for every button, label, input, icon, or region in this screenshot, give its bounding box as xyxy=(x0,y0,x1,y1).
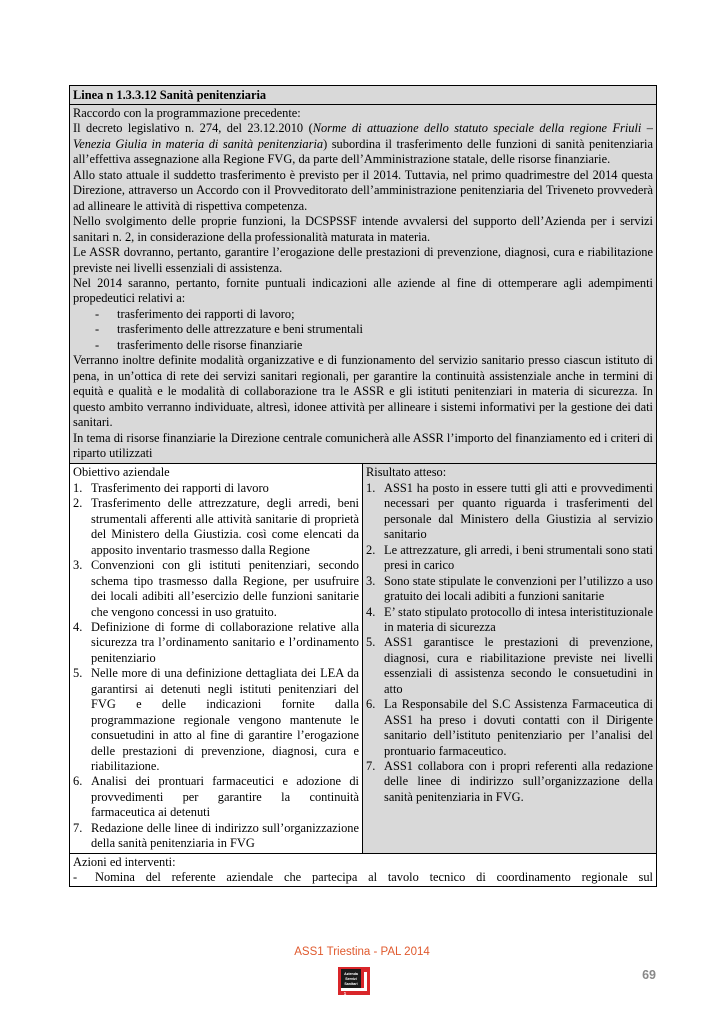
svg-text:1: 1 xyxy=(343,991,347,996)
objectives-results-row xyxy=(70,464,656,853)
intro-paragraph-assr: Le ASSR dovranno, pertanto, garantire l’erogazione delle prestazioni di prevenzione, diagnosi, cura e riabilitazione previste nei livelli essenziali di assistenza. xyxy=(73,245,653,275)
list-item: - trasferimento dei rapporti di lavoro; xyxy=(95,306,295,321)
intro-cell xyxy=(70,105,656,464)
intro-paragraph-support: Nello svolgimento delle proprie funzioni, la DCSPSSF intende avvalersi del supporto dell’Azienda per i servizi sanitari n. 2, in considerazione della professionalità maturata in materia. xyxy=(73,214,653,244)
intro-list xyxy=(73,307,653,353)
results-cell xyxy=(363,464,656,852)
list-item: 2. Le attrezzature, gli arredi, i beni strumentali sono stati presi in carico xyxy=(366,542,653,573)
decree-title-italic: Norme di attuazione dello statuto speciale della regione Friuli – Venezia Giulia in materia di sanità penitenziaria xyxy=(73,121,653,151)
list-item: 4. E’ stato stipulato protocollo di intesa interistituzionale in materia di sicurezza xyxy=(366,604,653,634)
results-list xyxy=(366,481,653,806)
list-item: 5. ASS1 garantisce le prestazioni di prevenzione, diagnosi, cura e riabilitazione previste nei livelli essenziali di assistenza secondo le consuetudini in atto xyxy=(366,635,653,696)
intro-label: Raccordo con la programmazione precedente: xyxy=(73,106,301,120)
list-item: 6. La Responsabile del S.C Assistenza Farmaceutica di ASS1 ha preso i dovuti contatti con il Dirigente sanitario dell’istituto penitenziario per l’analisi del prontuario farmaceutico. xyxy=(366,697,653,758)
intro-paragraph-decree xyxy=(73,121,653,167)
svg-text:Azienda: Azienda xyxy=(344,972,358,976)
decree-text-b: ) subordina il trasferimento delle funzioni di sanità penitenziaria all’effettiva assegnazione alla Regione FVG, da parte dell’Amministrazione statale, delle risorse finanziarie. xyxy=(73,136,654,167)
svg-text:Sanitari: Sanitari xyxy=(344,982,358,986)
list-item: 5. Nelle more di una definizione dettagliata dei LEA da garantirsi ai detenuti negli istituti penitenziari del FVG e delle indicazioni fornite dalla programmazione regionale vengono mantenute le consuetudini in atto al fine di garantire l’erogazione delle prestazioni di prevenzione, diagnosi, cura e riabilitazione. xyxy=(73,666,359,774)
actions-heading: Azioni ed interventi: xyxy=(73,854,176,869)
actions-cell xyxy=(70,854,656,886)
list-item: 3. Convenzioni con gli istituti penitenziari, secondo schema tipo trasmesso dalla Regione, per usufruire dei locali adibiti all’esercizio delle funzioni sanitarie che vengono concessi in uso gratuito. xyxy=(73,558,359,619)
page-number: 69 xyxy=(642,968,656,982)
list-item: 7. ASS1 collabora con i propri referenti alla redazione delle linee di indirizzo sull’organizzazione della sanità penitenziaria in FVG. xyxy=(366,759,653,804)
svg-text:Servizi: Servizi xyxy=(345,977,357,981)
list-item: - trasferimento delle risorse finanziarie xyxy=(95,337,303,352)
objectives-heading: Obiettivo aziendale xyxy=(73,465,170,480)
footer-title: ASS1 Triestina - PAL 2014 xyxy=(294,946,430,958)
decree-text-a: Il decreto legislativo n. 274, del 23.12.2010 ( xyxy=(73,121,313,136)
list-item: - trasferimento delle attrezzature e beni strumentali xyxy=(95,322,363,337)
list-item: 3. Sono state stipulate le convenzioni per l’utilizzo a uso gratuito dei locali adibiti a funzioni sanitarie xyxy=(366,573,653,604)
list-item: 7. Redazione delle linee di indirizzo sull’organizzazione della sanità penitenziaria in FVG xyxy=(73,820,359,851)
list-item: 1. ASS1 ha posto in essere tutti gli atti e provvedimenti necessari per quanto riguarda i trasferimenti del personale dal Ministero della Giustizia al servizio sanitario xyxy=(366,480,653,542)
content-table xyxy=(69,85,657,887)
actions-item: - Nomina del referente aziendale che partecipa al tavolo tecnico di coordinamento regionale sul xyxy=(73,870,653,885)
list-item: 1. Trasferimento dei rapporti di lavoro xyxy=(73,480,269,495)
intro-paragraph-status: Allo stato attuale il suddetto trasferimento è previsto per il 2014. Tuttavia, nel primo quadrimestre del 2014 questa Direzione, attraverso un Accordo con il Provveditorato dell’amministrazione penitenziaria del Triveneto provvederà ad allineare le attività di rispettiva competenza. xyxy=(73,167,653,213)
intro-paragraph-organization: Verranno inoltre definite modalità organizzative e di funzionamento del servizio sanitario presso ciascun istituto di pena, in un’ottica di rete dei servizi sanitari regionali, per garantire la continuità assistenziale anche in termini di equità e qualità e le modalità di collaborazione tra le ASSR e gli istituti penitenziari in materia di sicurezza. In questo ambito verranno individuate, altresì, idonee attività per allineare i sistemi informativi per la gestione dei dati sanitari. xyxy=(73,353,653,430)
intro-paragraph-funding: In tema di risorse finanziarie la Direzione centrale comunicherà alle ASSR l’importo del finanziamento ed i criteri di riparto utilizzati xyxy=(73,430,653,460)
ass1-logo xyxy=(337,966,371,996)
list-item: 2. Trasferimento delle attrezzature, degli arredi, beni strumentali afferenti alle attività sanitarie di proprietà del Ministero della Giustizia. così come elencati da apposito inventario trasmesso dalla Regione xyxy=(73,496,359,557)
objectives-cell xyxy=(70,464,363,852)
list-item: 4. Definizione di forme di collaborazione relative alla sicurezza tra l’ordinamento sanitario e l’ordinamento penitenziario xyxy=(73,619,359,665)
section-title: Linea n 1.3.3.12 Sanità penitenziaria xyxy=(70,86,656,105)
results-heading: Risultato atteso: xyxy=(366,465,447,480)
intro-paragraph-2014: Nel 2014 saranno, pertanto, fornite puntuali indicazioni alle aziende al fine di ottemperare agli adempimenti propedeutici relativi a: xyxy=(73,275,653,306)
objectives-list xyxy=(73,481,359,852)
list-item: 6. Analisi dei prontuari farmaceutici e adozione di provvedimenti per garantire la continuità farmaceutica ai detenuti xyxy=(73,774,359,820)
